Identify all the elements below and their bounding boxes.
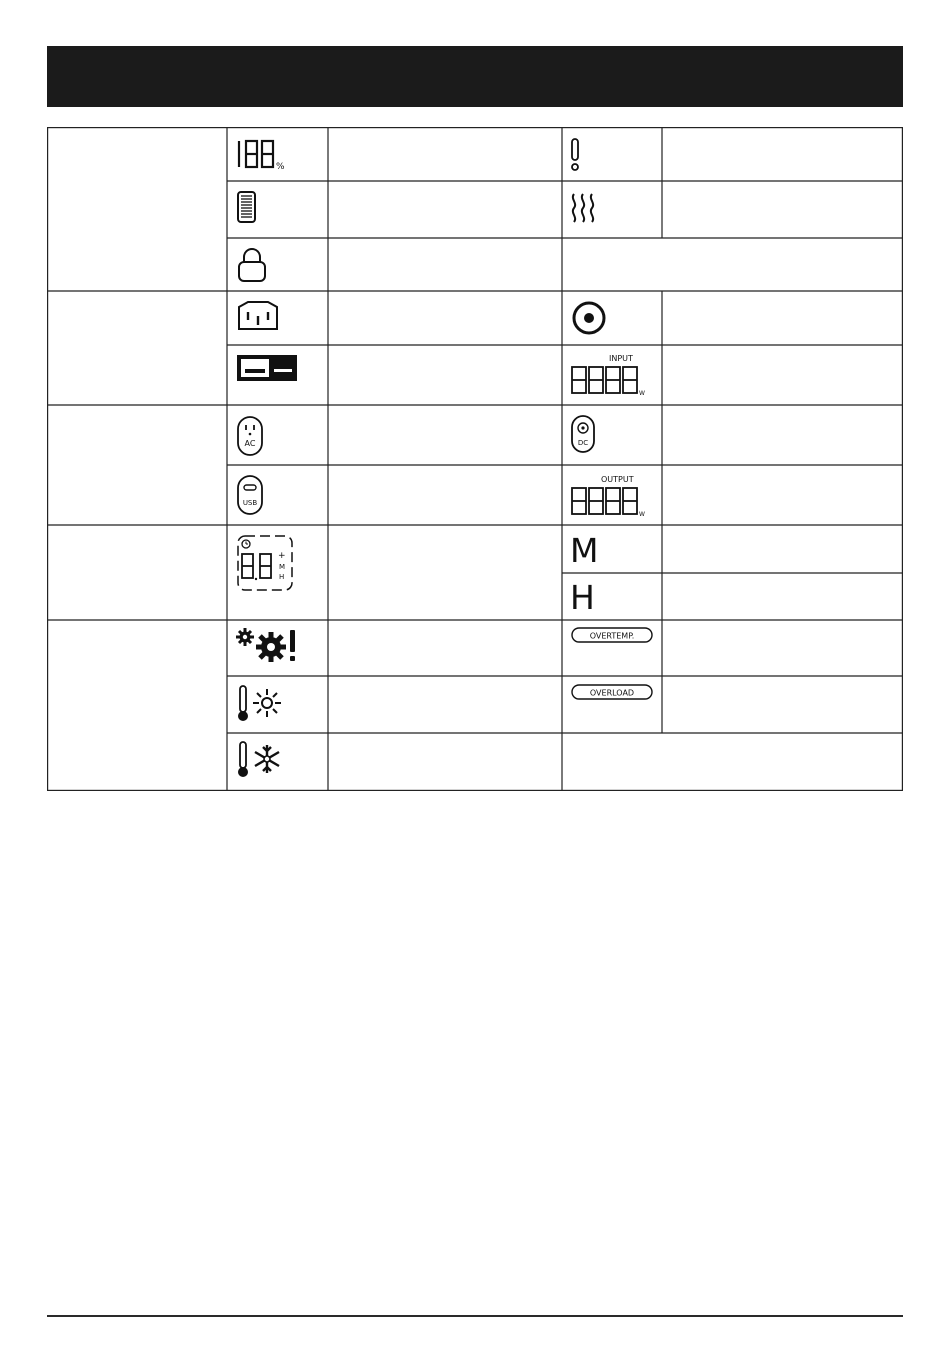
mode-m-text: M <box>570 531 599 570</box>
dc-outlet-icon <box>570 414 598 456</box>
low-temperature-icon <box>236 740 286 780</box>
battery-level-icon <box>236 189 258 225</box>
timer-m-text: M <box>279 563 286 571</box>
input-watts-display-icon <box>571 352 651 398</box>
heating-waves-icon <box>569 191 601 227</box>
mode-h-icon <box>569 578 599 617</box>
icon-legend-table <box>47 127 903 791</box>
lock-icon <box>236 246 268 284</box>
mode-m-icon <box>569 531 599 570</box>
high-temperature-icon <box>236 684 286 724</box>
output-caption-text: OUTPUT <box>601 475 634 484</box>
ac-outlet-icon <box>236 415 266 459</box>
ac-inlet-icon <box>236 300 280 332</box>
input-watt-unit-text: W <box>639 390 645 397</box>
overload-text: OVERLOAD <box>589 688 635 698</box>
dc-input-port-icon <box>571 300 607 336</box>
mode-h-text: H <box>570 578 595 617</box>
percent-unit-text: % <box>276 162 285 172</box>
output-watt-unit-text: W <box>639 511 645 518</box>
battery-percent-display-icon <box>236 137 292 173</box>
usb-port-icon <box>236 474 266 516</box>
table-grid-lines <box>47 127 903 791</box>
overtemp-badge-icon <box>571 627 655 645</box>
system-fault-gears-icon <box>236 626 300 664</box>
overload-badge-icon <box>571 684 655 702</box>
section-header-bar <box>47 46 903 107</box>
usb-caption-text: USB <box>242 499 258 507</box>
dc-caption-text: DC <box>577 439 589 447</box>
overtemp-text: OVERTEMP. <box>589 631 635 641</box>
solar-panel-icon <box>236 354 298 382</box>
footer-rule <box>47 1315 903 1317</box>
ac-caption-text: AC <box>244 439 256 448</box>
output-watts-display-icon <box>571 473 651 519</box>
timer-display-icon <box>236 534 296 592</box>
timer-plus-text: + <box>278 551 286 561</box>
input-caption-text: INPUT <box>609 354 633 363</box>
timer-h-text: H <box>279 573 285 581</box>
warning-exclamation-icon <box>569 137 583 173</box>
